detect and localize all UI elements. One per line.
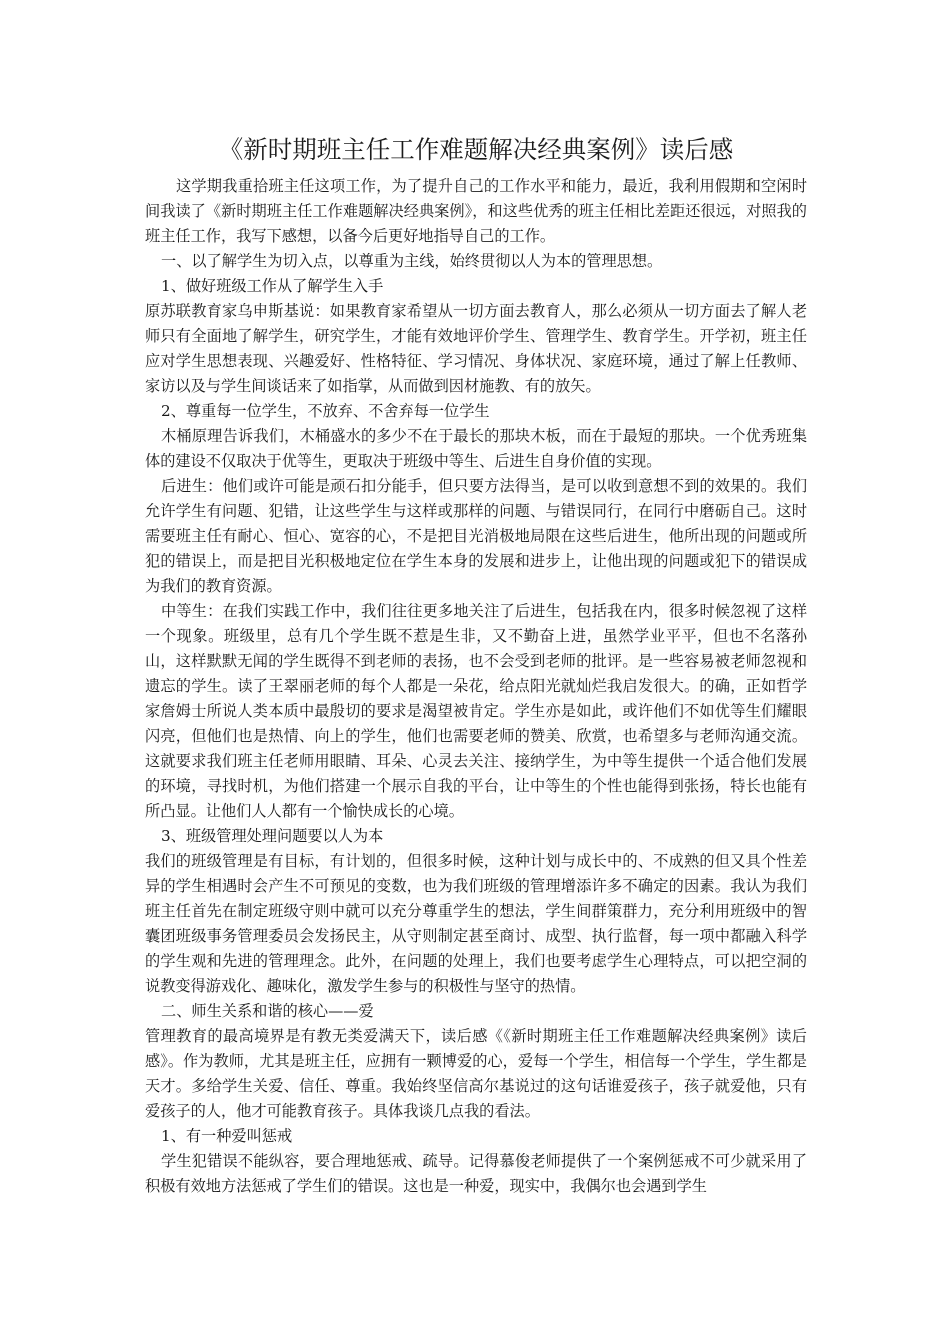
document-page [145,130,807,1199]
paragraph: 管理教育的最高境界是有教无类爱满天下，读后感《《新时期班主任工作难题解决经典案例》读后感》。作为教师，尤其是班主任，应拥有一颗博爱的心，爱每一个学生，相信每一个学生，学生都是天才。多给学生关爱、信任、尊重。我始终坚信高尔基说过的这句话谁爱孩子，孩子就爱他，只有爱孩子的人，他才可能教育孩子。具体我谈几点我的看法。 [145,1027,807,1120]
paragraph: 一、以了解学生为切入点，以尊重为主线，始终贯彻以人为本的管理思想。 [161,252,663,270]
document-body [145,174,807,1199]
paragraph: 3、班级管理处理问题要以人为本 [161,827,384,845]
paragraph: 学生犯错误不能纵容，要合理地惩戒、疏导。记得慕俊老师提供了一个案例惩戒不可少就采用了积极有效地方法惩戒了学生们的错误。这也是一种爱，现实中，我偶尔也会遇到学生 [145,1152,807,1195]
paragraph: 木桶原理告诉我们，木桶盛水的多少不在于最长的那块木板，而在于最短的那块。一个优秀班集体的建设不仅取决于优等生，更取决于班级中等生、后进生自身价值的实现。 [145,427,807,470]
document-title: 《新时期班主任工作难题解决经典案例》读后感 [218,135,734,164]
paragraph: 这学期我重拾班主任这项工作，为了提升自己的工作水平和能力，最近，我利用假期和空闲时间我读了《新时期班主任工作难题解决经典案例》，和这些优秀的班主任相比差距还很远，对照我的班主任工作，我写下感想，以备今后更好地指导自己的工作。 [145,177,807,245]
paragraph: 中等生：在我们实践工作中，我们往往更多地关注了后进生，包括我在内，很多时候忽视了这样一个现象。班级里，总有几个学生既不惹是生非，又不勤奋上进，虽然学业平平，但也不名落孙山，这样默默无闻的学生既得不到老师的表扬，也不会受到老师的批评。是一些容易被老师忽视和遗忘的学生。读了王翠丽老师的每个人都是一朵花，给点阳光就灿烂我启发很大。的确，正如哲学家詹姆士所说人类本质中最殷切的要求是渴望被肯定。学生亦是如此，或许他们不如优等生们耀眼闪亮，但他们也是热情、向上的学生，他们也需要老师的赞美、欣赏，也希望多与老师沟通交流。这就要求我们班主任老师用眼睛、耳朵、心灵去关注、接纳学生，为中等生提供一个适合他们发展的环境，寻找时机，为他们搭建一个展示自我的平台，让中等生的个性也能得到张扬，特长也能有所凸显。让他们人人都有一个愉快成长的心境。 [145,602,807,820]
paragraph: 我们的班级管理是有目标，有计划的，但很多时候，这种计划与成长中的、不成熟的但又具个性差异的学生相遇时会产生不可预见的变数，也为我们班级的管理增添许多不确定的因素。我认为我们班主任首先在制定班级守则中就可以充分尊重学生的想法，学生间群策群力，充分利用班级中的智囊团班级事务管理委员会发扬民主，从守则制定甚至商讨、成型、执行监督，每一项中都融入科学的学生观和先进的管理理念。此外，在问题的处理上，我们也要考虑学生心理特点，可以把空洞的说教变得游戏化、趣味化，激发学生参与的积极性与坚守的热情。 [145,852,807,995]
paragraph: 二、师生关系和谐的核心——爱 [161,1002,374,1020]
paragraph: 后进生：他们或许可能是顽石扣分能手，但只要方法得当，是可以收到意想不到的效果的。我们允许学生有问题、犯错，让这些学生与这样或那样的问题、与错误同行，在同行中磨砺自己。这时需要班主任有耐心、恒心、宽容的心，不是把目光消极地局限在这些后进生，他所出现的问题或所犯的错误上，而是把目光积极地定位在学生本身的发展和进步上，让他出现的问题或犯下的错误成为我们的教育资源。 [145,477,807,595]
paragraph: 1、做好班级工作从了解学生入手 [161,277,384,295]
paragraph: 原苏联教育家乌申斯基说：如果教育家希望从一切方面去教育人，那么必须从一切方面去了解人老师只有全面地了解学生，研究学生，才能有效地评价学生、管理学生、教育学生。开学初，班主任应对学生思想表现、兴趣爱好、性格特征、学习情况、身体状况、家庭环境，通过了解上任教师、家访以及与学生间谈话来了如指掌，从而做到因材施教、有的放矢。 [145,302,807,395]
paragraph: 2、尊重每一位学生，不放弃、不舍弃每一位学生 [161,402,490,420]
paragraph: 1、有一种爱叫惩戒 [161,1127,293,1145]
